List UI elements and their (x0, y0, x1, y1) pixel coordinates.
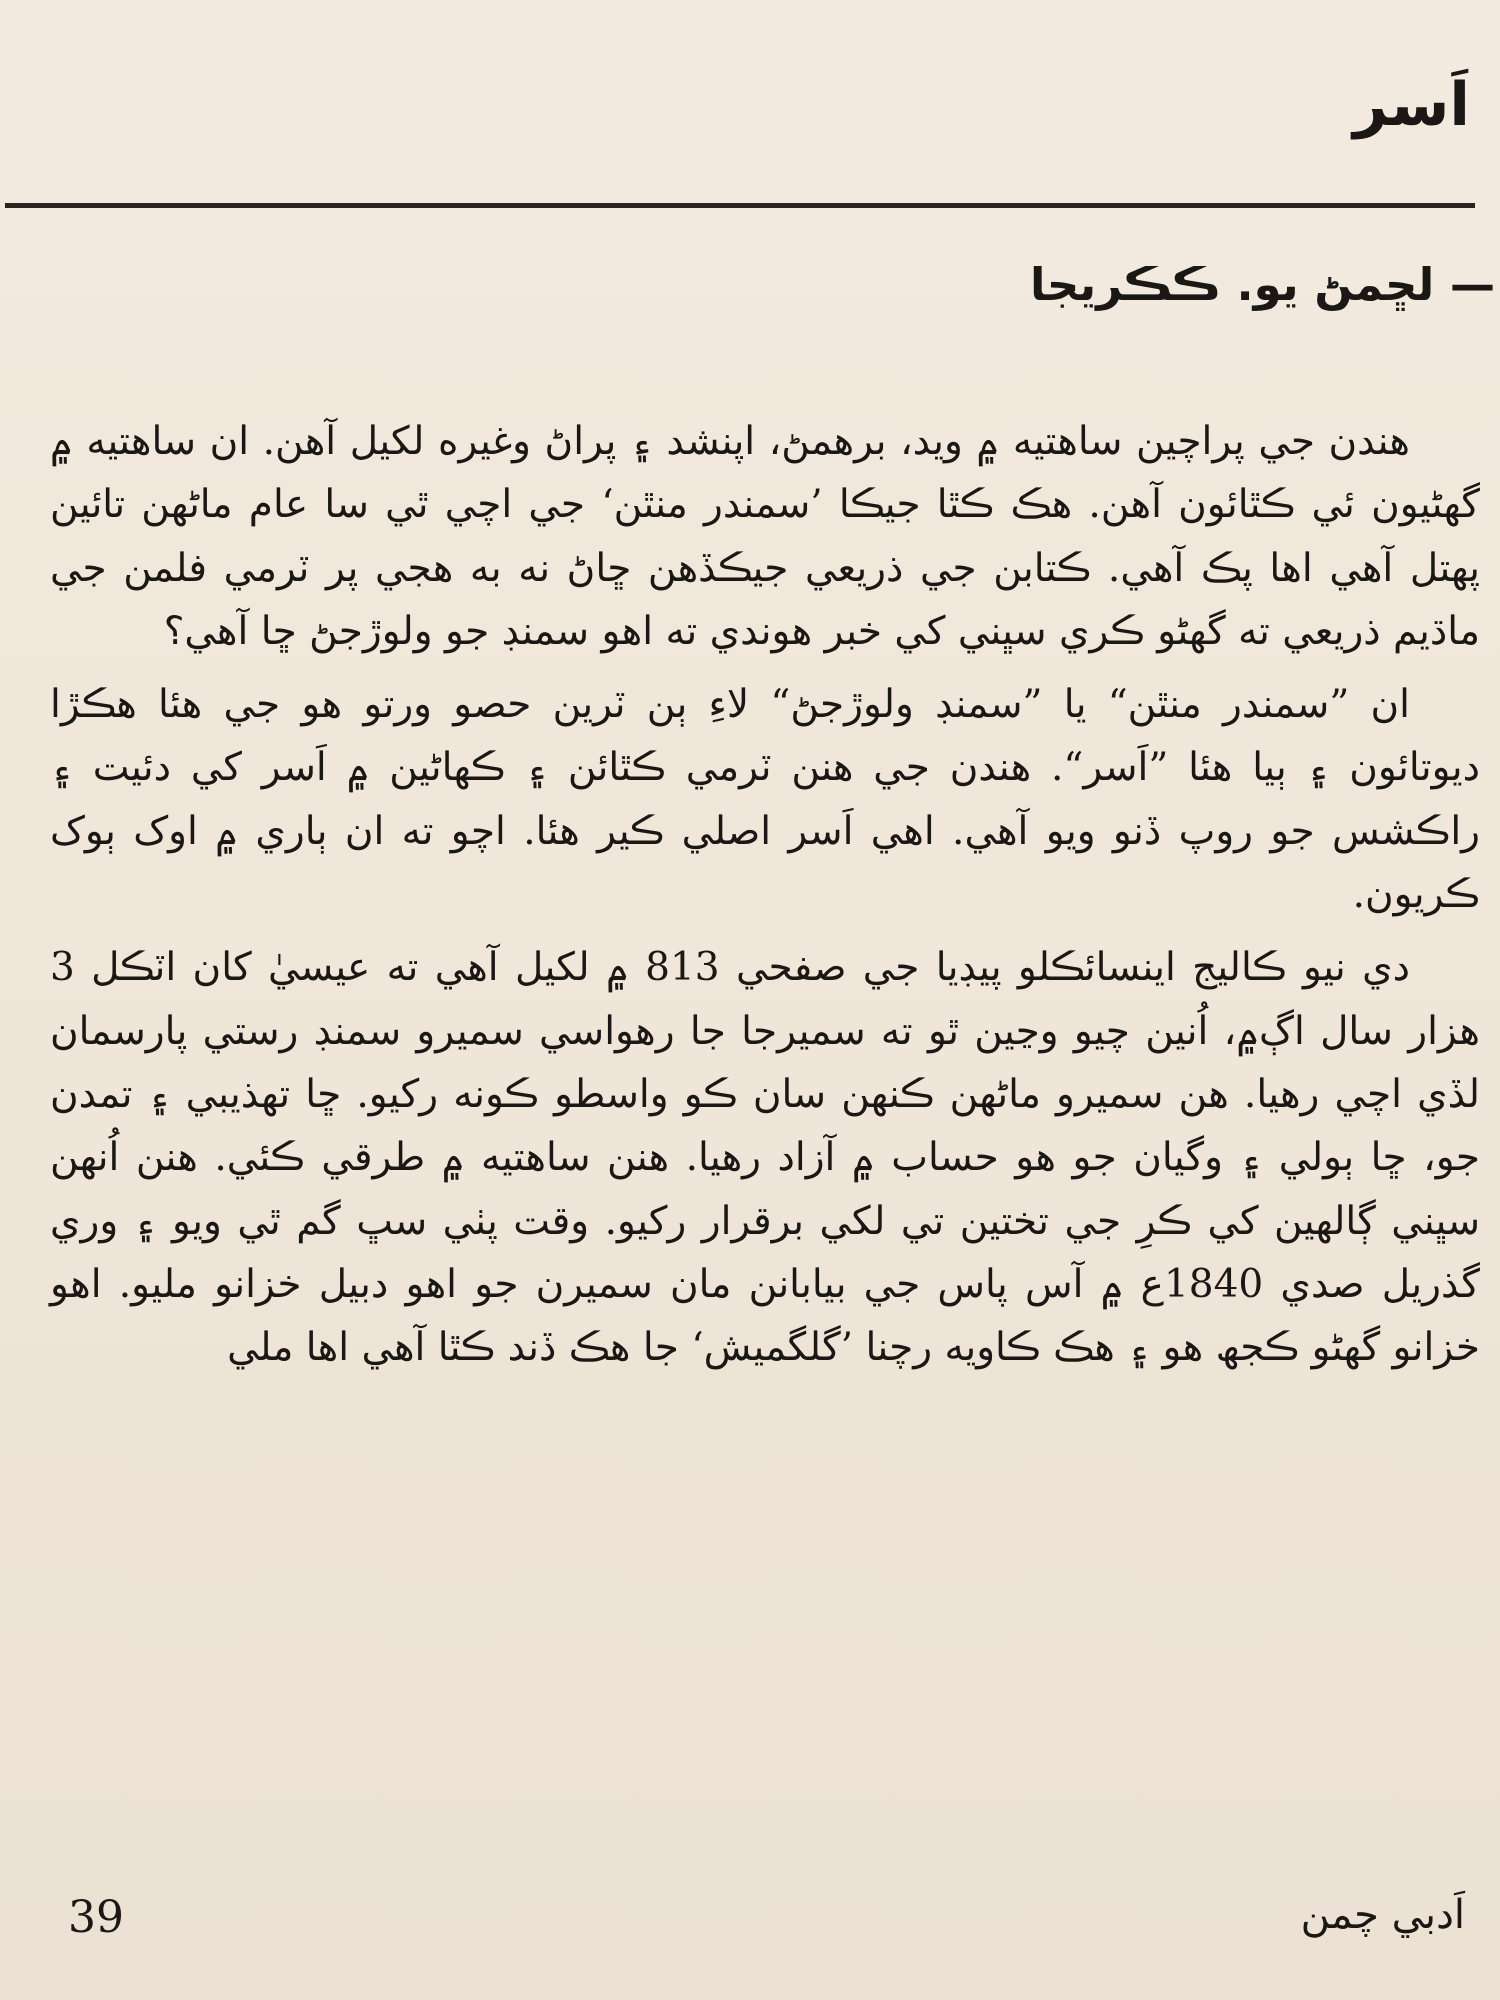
paragraph: ان ”سمندر منٿن“ يا ”سمنڊ ولوڙجڻ“ لاءِ ٻن ٽرين حصو ورتو هو جي هئا هڪڙا ديوتائون ۽ ٻيا هئا ”اَسر“. هندن جي هنن ٽرمي ڪٿائن ۽ ڪهاڻين ۾ اَسر کي دئيت ۽ راڪشس جو روپ ڏنو ويو آهي. اهي اَسر اصلي ڪير هئا. اچو ته ان ٻاري ۾ اوک ٻوک ڪريون. (50, 682, 1480, 918)
paragraph: هندن جي پراچين ساهتيه ۾ ويد، برهمڻ، اپنشد ۽ پراڻ وغيره لکيل آهن. ان ساهتيه ۾ گهڻيون ئي ڪٿائون آهن. هڪ ڪٿا جيڪا ’سمندر منٿن‘ جي اچي ٿي سا عام ماڻهن تائين پهتل آهي اها پڪ آهي. ڪتابن جي ذريعي جيڪڏهن ڇاڻ نه به هجي پر ٽرمي فلمن جي ماڌيم ذريعي ته گهڻو ڪري سڀني کي خبر هوندي ته اهو سمنڊ جو ولوڙجڻ ڇا آهي؟ (50, 419, 1480, 654)
header-rule (5, 203, 1475, 208)
page-number: 39 (68, 1892, 124, 1943)
author-byline: — لڇمڻ يو. ڪڪريجا (1029, 258, 1495, 311)
running-head: اَسر (1353, 70, 1470, 140)
journal-name: اَدبي چمن (1300, 1892, 1465, 1938)
paragraph: دي نيو ڪاليج اينسائڪلو پيڊيا جي صفحي 813 ۾ لکيل آهي ته عيسيٰ کان اٽڪل 3 هزار سال اڳ۾، اُنين چيو وڃين ٿو ته سميرجا جا رهواسي سميرو سمنڊ رستي پارسمان لڏي اچي رهيا. هن سميرو ماڻهن ڪنهن سان ڪو واسطو ڪونه رکيو. ڇا تهذيبي ۽ تمدن جو، ڇا ٻولي ۽ وگيان جو هو حساب ۾ آزاد رهيا. هنن ساهتيه ۾ طرقي ڪئي. هنن اُنهن سڀني ڳالهين کي ڪرِ جي تختين تي لکي برقرار رکيو. وقت پٺي سڀ گم ٿي ويو ۽ وري گذريل صدي 1840ع ۾ آس پاس جي بيابانن مان سميرن جو اهو دبيل خزانو مليو. اهو خزانو گهڻو ڪجھ هو ۽ هڪ ڪاويه رچنا ’گلگميش‘ جا هڪ ڏند ڪٿا آهي اها ملي (50, 945, 1480, 1371)
article-body (50, 410, 1480, 1379)
